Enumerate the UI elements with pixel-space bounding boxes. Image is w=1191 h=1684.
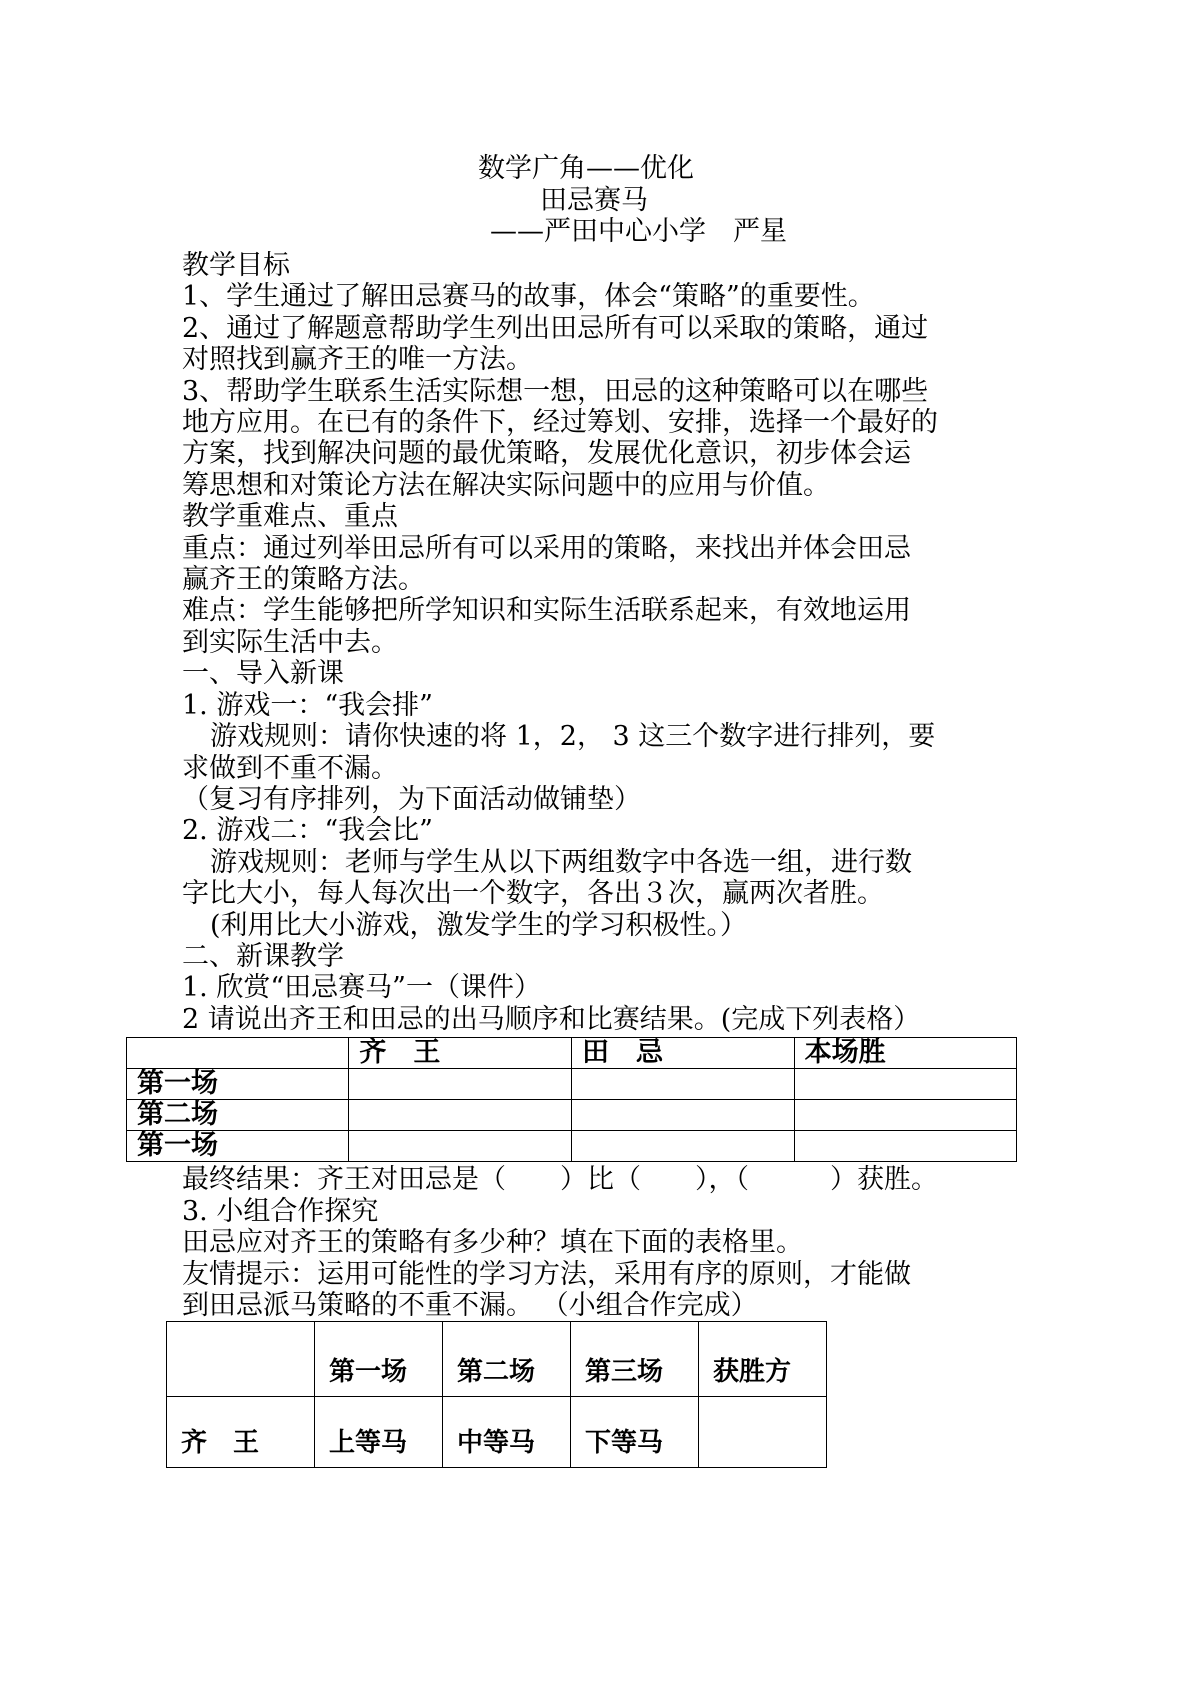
match-result-table — [126, 1037, 1017, 1162]
table-row — [127, 1069, 1017, 1100]
paragraph-line: 到田忌派马策略的不重不漏。 （小组合作完成） — [182, 1290, 758, 1322]
row-label: 第二场 — [127, 1100, 349, 1131]
paragraph-line: 1. 游戏一：“我会排” — [182, 689, 433, 721]
document-subtitle: 田忌赛马 — [540, 185, 648, 216]
section-heading: 教学重难点、重点 — [182, 501, 398, 533]
paragraph-line: 方案，找到解决问题的最优策略，发展优化意识，初步体会运 — [182, 438, 911, 470]
paragraph-line: 到实际生活中去。 — [182, 626, 398, 658]
table-header-cell: 第二场 — [443, 1322, 571, 1397]
row-label: 第一场 — [127, 1131, 349, 1162]
paragraph-line: 重点：通过列举田忌所有可以采用的策略，来找出并体会田忌 — [182, 532, 911, 564]
paragraph-line: 2. 游戏二：“我会比” — [182, 815, 433, 847]
paragraph-line: 对照找到赢齐王的唯一方法。 — [182, 344, 533, 376]
paragraph-line: 游戏规则：老师与学生从以下两组数字中各选一组，进行数 — [210, 846, 912, 878]
table-header-cell: 第三场 — [571, 1322, 699, 1397]
table-cell — [794, 1069, 1016, 1100]
table-cell: 下等马 — [571, 1397, 699, 1468]
table-cell — [349, 1131, 572, 1162]
paragraph-line: 田忌应对齐王的策略有多少种？填在下面的表格里。 — [182, 1227, 803, 1259]
table-cell — [167, 1322, 315, 1397]
table-row — [167, 1397, 827, 1468]
table-cell — [349, 1069, 572, 1100]
row-label: 第一场 — [127, 1069, 349, 1100]
table-cell — [794, 1100, 1016, 1131]
table-header-cell: 田 忌 — [571, 1038, 794, 1069]
paragraph-line: （复习有序排列，为下面活动做铺垫） — [182, 783, 641, 815]
paragraph-line: 1、学生通过了解田忌赛马的故事，体会“策略”的重要性。 — [182, 281, 875, 313]
table-cell: 上等马 — [315, 1397, 443, 1468]
final-result-line: 最终结果：齐王对田忌是（ ）比（ ），（ ）获胜。 — [182, 1164, 938, 1195]
table-cell — [571, 1131, 794, 1162]
paragraph-line: 2、通过了解题意帮助学生列出田忌所有可以采取的策略，通过 — [182, 312, 929, 344]
table-header-row — [167, 1322, 827, 1397]
table-row — [127, 1131, 1017, 1162]
document-body — [182, 250, 1017, 1035]
strategy-table — [166, 1321, 827, 1468]
table-row — [127, 1100, 1017, 1131]
group-work-section — [182, 1196, 1017, 1322]
table-cell — [699, 1397, 827, 1468]
table-cell: 中等马 — [443, 1397, 571, 1468]
document-author: ——严田中心小学 严星 — [490, 216, 787, 247]
table-header-cell: 本场胜 — [794, 1038, 1016, 1069]
table-cell — [127, 1038, 349, 1069]
table-cell — [571, 1069, 794, 1100]
paragraph-line: 求做到不重不漏。 — [182, 752, 398, 784]
table-header-cell: 齐 王 — [349, 1038, 572, 1069]
table-header-row — [127, 1038, 1017, 1069]
paragraph-line: 赢齐王的策略方法。 — [182, 564, 425, 596]
paragraph-line: 难点：学生能够把所学知识和实际生活联系起来，有效地运用 — [182, 595, 911, 627]
paragraph-line: 游戏规则：请你快速的将 1，2， 3 这三个数字进行排列，要 — [210, 721, 936, 753]
paragraph-line: 友情提示：运用可能性的学习方法，采用有序的原则，才能做 — [182, 1258, 911, 1290]
table-cell — [349, 1100, 572, 1131]
table-header-cell: 获胜方 — [699, 1322, 827, 1397]
row-label: 齐 王 — [167, 1397, 315, 1468]
paragraph-line: 筹思想和对策论方法在解决实际问题中的应用与价值。 — [182, 469, 830, 501]
paragraph-line: (利用比大小游戏，激发学生的学习积极性。） — [210, 909, 748, 941]
section-heading: 一、导入新课 — [182, 658, 344, 690]
table-header-cell: 第一场 — [315, 1322, 443, 1397]
paragraph-line: 3. 小组合作探究 — [182, 1196, 379, 1227]
document-title: 数学广角——优化 — [478, 153, 694, 184]
section-heading: 二、新课教学 — [182, 940, 344, 972]
paragraph-line: 字比大小，每人每次出一个数字，各出３次，赢两次者胜。 — [182, 878, 884, 910]
table-cell — [571, 1100, 794, 1131]
paragraph-line: 1. 欣赏“田忌赛马”一（课件） — [182, 972, 541, 1004]
section-heading: 教学目标 — [182, 250, 290, 281]
paragraph-line: 2 请说出齐王和田忌的出马顺序和比赛结果。(完成下列表格） — [182, 1003, 921, 1035]
paragraph-line: 地方应用。在已有的条件下，经过筹划、安排，选择一个最好的 — [182, 407, 938, 439]
table-cell — [794, 1131, 1016, 1162]
paragraph-line: 3、帮助学生联系生活实际想一想，田忌的这种策略可以在哪些 — [182, 375, 929, 407]
